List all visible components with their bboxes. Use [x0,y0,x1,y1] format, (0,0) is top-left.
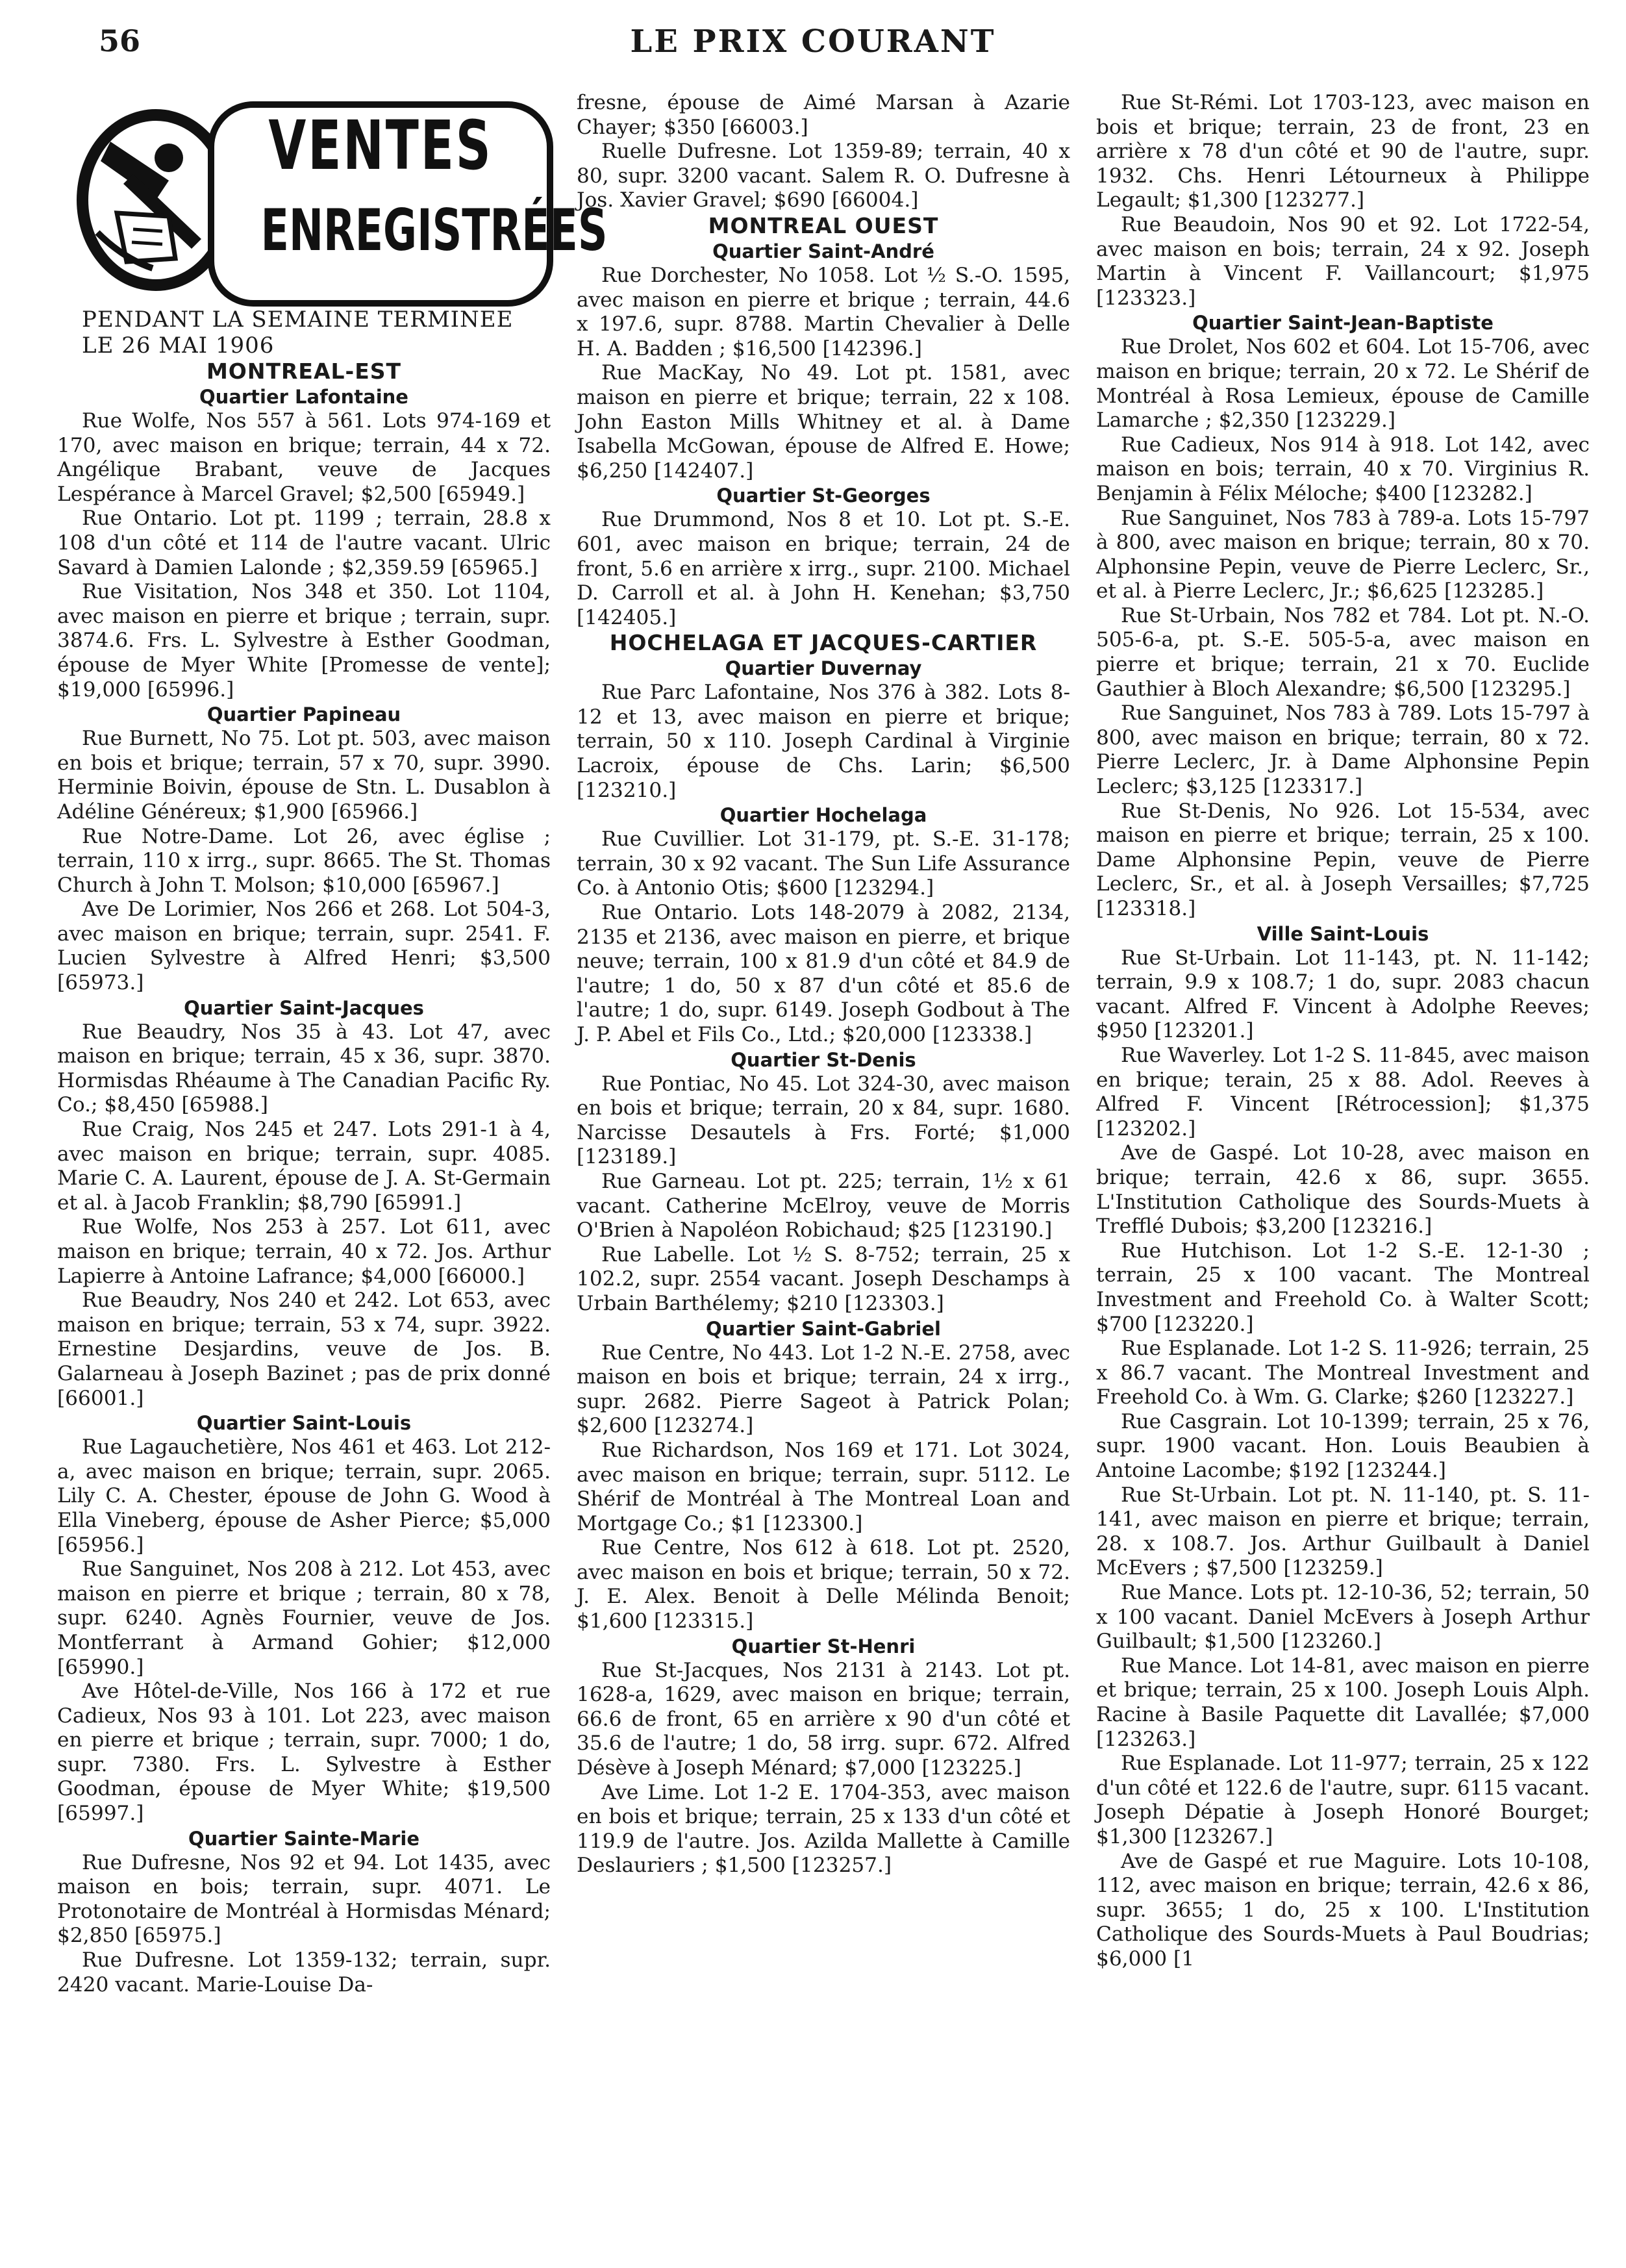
quartier-heading-st-denis: Quartier St-Denis [731,1048,916,1071]
sale-entry: Ave Lime. Lot 1-2 E. 1704-353, avec maison en bois et brique; terrain, 25 x 133 d'un côté et 119.9 de l'autre. Jos. Azilda Mallette à Camille Deslauriers ; $1,500 [123257.] [577,1780,1070,1878]
column-2 [577,91,1070,1878]
sale-entry: Rue Waverley. Lot 1-2 S. 11-845, avec maison en brique; terain, 25 x 88. Adol. Reeves à Alfred F. Vincent [Rétrocession]; $1,375 [123202.] [1096,1043,1590,1140]
quartier-heading-hochelaga: Quartier Hochelaga [719,804,927,827]
quartier-heading-st-henri: Quartier St-Henri [731,1635,916,1657]
sale-entry: Ave de Gaspé. Lot 10-28, avec maison en brique; terrain, 42.6 x 86, supr. 3655. L'Institution Catholique des Sourds-Muets à Trefflé Dubois; $3,200 [123216.] [1096,1141,1590,1239]
column-3 [1096,91,1590,1972]
sale-entry: Rue Dorchester, No 1058. Lot ½ S.-O. 1595, avec maison en pierre et brique ; terrain, 44.6 x 197.6, supr. 8788. Martin Chevalier à Delle H. A. Badden ; $16,500 [142396.] [577,263,1070,360]
sale-entry: Ruelle Dufresne. Lot 1359-89; terrain, 40 x 80, supr. 3200 vacant. Salem R. O. Dufresne à Jos. Xavier Gravel; $690 [66004.] [577,140,1070,212]
logo-word-ventes: VENTES [268,106,493,185]
sale-entry-continued: fresne, épouse de Aimé Marsan à Azarie Chayer; $350 [66003.] [577,91,1070,139]
logo-word-enregistrees: ENREGISTRÉES [260,197,608,264]
sale-entry: Rue Burnett, No 75. Lot pt. 503, avec maison en bois et brique; terrain, 57 x 70, supr. 3990. Herminie Boivin, épouse de Stn. L. Dusablon à Adéline Généreux; $1,900 [65966.] [57,727,551,824]
sale-entry: Rue Parc Lafontaine, Nos 376 à 382. Lots 8-12 et 13, avec maison en pierre et brique; terrain, 50 x 110. Joseph Cardinal à Virginie Lacroix, épouse de Chs. Larin; $6,500 [123210.] [577,681,1070,802]
sale-entry: Rue Garneau. Lot pt. 225; terrain, 1½ x 61 vacant. Catherine McElroy, veuve de Morris O'Brien à Napoléon Robichaud; $25 [123190.] [577,1169,1070,1242]
sale-entry: Rue Dufresne, Nos 92 et 94. Lot 1435, avec maison en bois; terrain, supr. 4071. Le Protonotaire de Montréal à Hormisdas Ménard; $2,850 [65975.] [57,1850,551,1948]
sale-entry: Rue Wolfe, Nos 557 à 561. Lots 974-169 et 170, avec maison en brique; terrain, 44 x 72. Angélique Brabant, veuve de Jacques Lespérance à Marcel Gravel; $2,500 [65949.] [57,409,551,506]
sale-entry: Rue Cuvillier. Lot 31-179, pt. S.-E. 31-178; terrain, 30 x 92 vacant. The Sun Life Assurance Co. à Antonio Otis; $600 [123294.] [577,827,1070,900]
week-line-1: PENDANT LA SEMAINE TERMINEE [82,307,514,333]
sale-entry: Rue Ontario. Lots 148-2079 à 2082, 2134, 2135 et 2136, avec maison en pierre, et brique neuve; terrain, 100 x 81.9 d'un côté et 84.9 de l'autre; 1 do, 50 x 87 d'un côté et 85.6 de l'autre; 1 do, supr. 6149. Joseph Godbout à The J. P. Abel et Fils Co., Ltd.; $20,000 [123338.] [577,901,1070,1046]
sale-entry: Rue Centre, No 443. Lot 1-2 N.-E. 2758, avec maison en bois et brique; terrain, 24 x irrg., supr. 2682. Pierre Sageot à Patrick Polan; $2,600 [123274.] [577,1341,1070,1438]
quartier-heading-papineau: Quartier Papineau [206,703,401,726]
sale-entry: Rue Visitation, Nos 348 et 350. Lot 1104, avec maison en pierre et brique ; terrain, supr. 3874.6. Frs. L. Sylvestre à Esther Goodman, épouse de Myer White [Promesse de vente]; $19,000 [65996.] [57,580,551,701]
sale-entry: Rue Dufresne. Lot 1359-132; terrain, supr. 2420 vacant. Marie-Louise Da- [57,1948,551,1997]
sale-entry: Rue Hutchison. Lot 1-2 S.-E. 12-1-30 ; terrain, 25 x 100 vacant. The Montreal Investment and Freehold Co. à Walter Scott; $700 [123220.] [1096,1239,1590,1336]
sale-entry: Rue Beaudry, Nos 35 à 43. Lot 47, avec maison en brique; terrain, 45 x 36, supr. 3870. Hormisdas Rhéaume à The Canadian Pacific Ry. Co.; $8,450 [65988.] [57,1020,551,1117]
sale-entry: Rue MacKay, No 49. Lot pt. 1581, avec maison en pierre et brique; terrain, 22 x 108. John Easton Mills Whitney et al. à Dame Isabella McGowan, épouse de Alfred E. Howe; $6,250 [142407.] [577,361,1070,483]
sale-entry: Rue St-Denis, No 926. Lot 15-534, avec maison en pierre et brique; terrain, 25 x 100. Dame Alphonsine Pepin, veuve de Pierre Leclerc, Sr., et al. à Joseph Versailles; $7,725 [123318.] [1096,799,1590,920]
quartier-heading-saint-louis: Quartier Saint-Louis [196,1412,412,1435]
sale-entry: Rue Sanguinet, Nos 208 à 212. Lot 453, avec maison en pierre et brique ; terrain, 80 x 78, supr. 6240. Agnès Fournier, veuve de Jos. Montferrant à Armand Gohier; $12,000 [65990.] [57,1557,551,1679]
sale-entry: Rue Labelle. Lot ½ S. 8-752; terrain, 25 x 102.2, supr. 2554 vacant. Joseph Deschamps à Urbain Barthélemy; $210 [123303.] [577,1242,1070,1315]
sale-entry: Rue Mance. Lots pt. 12-10-36, 52; terrain, 50 x 100 vacant. Daniel McEvers à Joseph Arthur Guilbault; $1,500 [123260.] [1096,1581,1590,1654]
section-heading-montreal-ouest: MONTREAL OUEST [708,212,939,238]
sale-entry: Rue Drolet, Nos 602 et 604. Lot 15-706, avec maison en brique; terrain, 20 x 72. Le Shérif de Montréal à Rosa Lemieux, épouse de Camille Lamarche ; $2,350 [123229.] [1096,335,1590,433]
sale-entry: Ave De Lorimier, Nos 266 et 268. Lot 504-3, avec maison en brique; terrain, supr. 2541. F. Lucien Sylvestre à Alfred Henri; $3,500 [65973.] [57,898,551,995]
sale-entry: Rue Casgrain. Lot 10-1399; terrain, 25 x 76, supr. 1900 vacant. Hon. Louis Beaubien à Antoine Lacombe; $192 [123244.] [1096,1409,1590,1483]
sale-entry: Rue Centre, Nos 612 à 618. Lot pt. 2520, avec maison en bois et brique; terrain, 50 x 72. J. E. Alex. Benoit à Delle Mélinda Benoit; $1,600 [123315.] [577,1536,1070,1633]
sale-entry: Rue Beaudoin, Nos 90 et 92. Lot 1722-54, avec maison en bois; terrain, 24 x 92. Joseph Martin à Vincent F. Vaillancourt; $1,975 [123323.] [1096,212,1590,310]
sale-entry: Rue St-Rémi. Lot 1703-123, avec maison en bois et brique; terrain, 23 de front, 23 en arrière x 78 d'un côté et 90 de l'autre, supr. 1932. Chs. Henri Létourneux à Philippe Legault; $1,300 [123277.] [1096,91,1590,212]
sale-entry: Rue Esplanade. Lot 11-977; terrain, 25 x 122 d'un côté et 122.6 de l'autre, supr. 6115 vacant. Joseph Dépatie à Joseph Honoré Bourget; $1,300 [123267.] [1096,1752,1590,1848]
sale-entry: Rue Beaudry, Nos 240 et 242. Lot 653, avec maison en brique; terrain, 53 x 74, supr. 3922. Ernestine Desjardins, veuve de Jos. B. Galarneau à Joseph Bazinet ; pas de prix donné [66001.] [57,1289,551,1410]
quartier-heading-sainte-marie: Quartier Sainte-Marie [188,1827,419,1850]
sale-entry: Rue Mance. Lot 14-81, avec maison en pierre et brique; terrain, 25 x 100. Joseph Louis Alph. Racine à Basile Paquette dit Lavallée; $7,000 [123263.] [1096,1654,1590,1751]
page-number: 56 [99,23,141,58]
ville-heading-saint-louis: Ville Saint-Louis [1257,922,1429,945]
sale-entry: Rue Esplanade. Lot 1-2 S. 11-926; terrain, 25 x 86.7 vacant. The Montreal Investment and Freehold Co. à Wm. G. Clarke; $260 [123227.] [1096,1337,1590,1409]
sale-entry: Rue Pontiac, No 45. Lot 324-30, avec maison en bois et brique; terrain, 20 x 84, supr. 1680. Narcisse Desautels à Frs. Forté; $1,000 [123189.] [577,1072,1070,1169]
quartier-heading-saint-andre: Quartier Saint-André [712,240,934,262]
sale-entry: Rue St-Urbain. Lot pt. N. 11-140, pt. S. 11-141, avec maison en pierre et brique; terrain, 28. x 108.7. Jos. Arthur Guilbault à Daniel McEvers ; $7,500 [123259.] [1096,1483,1590,1580]
sale-entry: Rue Sanguinet, Nos 783 à 789-a. Lots 15-797 à 800, avec maison en brique; terrain, 80 x 70. Alphonsine Pepin, veuve de Pierre Leclerc, Sr., et al. à Pierre Leclerc, Jr.; $6,625 [123285.] [1096,506,1590,603]
section-heading-montreal-est: MONTREAL-EST [206,359,402,384]
quartier-heading-lafontaine: Quartier Lafontaine [199,386,408,408]
sale-entry: Rue Cadieux, Nos 914 à 918. Lot 142, avec maison en bois; terrain, 40 x 70. Virginius R. Benjamin à Félix Méloche; $400 [123282.] [1096,433,1590,505]
sale-entry: Rue Ontario. Lot pt. 1199 ; terrain, 28.8 x 108 d'un côté et 114 de l'autre vacant. Ulric Savard à Damien Lalonde ; $2,359.59 [65965.] [57,507,551,579]
quartier-heading-saint-jacques: Quartier Saint-Jacques [184,996,424,1019]
sale-entry: Ave Hôtel-de-Ville, Nos 166 à 172 et rue Cadieux, Nos 93 à 101. Lot 223, avec maison en pierre et brique ; terrain, supr. 7000; 1 do, supr. 7380. Frs. L. Sylvestre à Esther Goodman, épouse de Myer White; $19,500 [65997.] [57,1680,551,1826]
sale-entry: Rue Wolfe, Nos 253 à 257. Lot 611, avec maison en brique; terrain, 40 x 72. Jos. Arthur Lapierre à Antoine Lafrance; $4,000 [66000.] [57,1215,551,1288]
sale-entry: Rue St-Urbain, Nos 782 et 784. Lot pt. N.-O. 505-6-a, pt. S.-E. 505-5-a, avec maison en pierre et brique; terrain, 21 x 70. Euclide Gauthier à Bloch Alexandre; $6,500 [123295.] [1096,603,1590,701]
sale-entry: Rue Lagauchetière, Nos 461 et 463. Lot 212-a, avec maison en brique; terrain, supr. 2065. Lily C. A. Chester, épouse de John G. Wood à Ella Vineberg, épouse de Asher Pierce; $5,000 [65956.] [57,1435,551,1557]
quartier-heading-saint-jean-baptiste: Quartier Saint-Jean-Baptiste [1192,312,1494,334]
quartier-heading-saint-gabriel: Quartier Saint-Gabriel [706,1317,941,1340]
sale-entry: Rue St-Jacques, Nos 2131 à 2143. Lot pt. 1628-a, 1629, avec maison en brique; terrain, 66.6 de front, 65 en arrière x 90 d'un côté et 35.6 de l'autre; 1 do, 58 irrg. supr. 672. Alfred Désève à Joseph Ménard; $7,000 [123225.] [577,1658,1070,1780]
sale-entry: Rue Craig, Nos 245 et 247. Lots 291-1 à 4, avec maison en brique; terrain, supr. 4085. Marie C. A. Laurent, épouse de J. A. St-Germain et al. à Jacob Franklin; $8,790 [65991.] [57,1118,551,1215]
ventes-enregistrees-logo [57,97,608,304]
sale-entry: Rue Notre-Dame. Lot 26, avec église ; terrain, 110 x irrg., supr. 8665. The St. Thomas Church à John T. Molson; $10,000 [65967.] [57,824,551,897]
sale-entry: Ave de Gaspé et rue Maguire. Lots 10-108, 112, avec maison en brique; terrain, 42.6 x 86, supr. 3655; 1 do, 25 x 100. L'Institution Catholique des Sourds-Muets à Paul Boudrias; $6,000 [1 [1096,1849,1590,1971]
week-line-2: LE 26 MAI 1906 [82,333,275,359]
quartier-heading-duvernay: Quartier Duvernay [725,657,922,680]
page-title: LE PRIX COURANT [630,23,996,60]
column-1 [57,97,608,1997]
sale-entry: Rue St-Urbain. Lot 11-143, pt. N. 11-142; terrain, 9.9 x 108.7; 1 do, supr. 2083 chacun vacant. Alfred F. Vincent à Adolphe Reeves; $950 [123201.] [1096,946,1590,1043]
section-heading-hochelaga-jacques-cartier: HOCHELAGA ET JACQUES-CARTIER [609,630,1038,656]
logo-frame [208,101,608,307]
sale-entry: Rue Richardson, Nos 169 et 171. Lot 3024, avec maison en brique; terrain, supr. 5112. Le Shérif de Montréal à The Montreal Loan and Mortgage Co.; $1 [123300.] [577,1438,1070,1535]
quartier-heading-st-georges: Quartier St-Georges [716,485,931,507]
sale-entry: Rue Sanguinet, Nos 783 à 789. Lots 15-797 à 800, avec maison en brique; terrain, 80 x 72. Pierre Leclerc, Jr. à Dame Alphonsine Pepin Leclerc; $3,125 [123317.] [1096,701,1590,799]
page-header [39,23,1587,69]
sale-entry: Rue Drummond, Nos 8 et 10. Lot pt. S.-E. 601, avec maison en brique; terrain, 24 de front, 5.6 en arrière x irrg., supr. 2100. Michael D. Carroll et al. à John H. Kenehan; $3,750 [142405.] [577,508,1070,629]
